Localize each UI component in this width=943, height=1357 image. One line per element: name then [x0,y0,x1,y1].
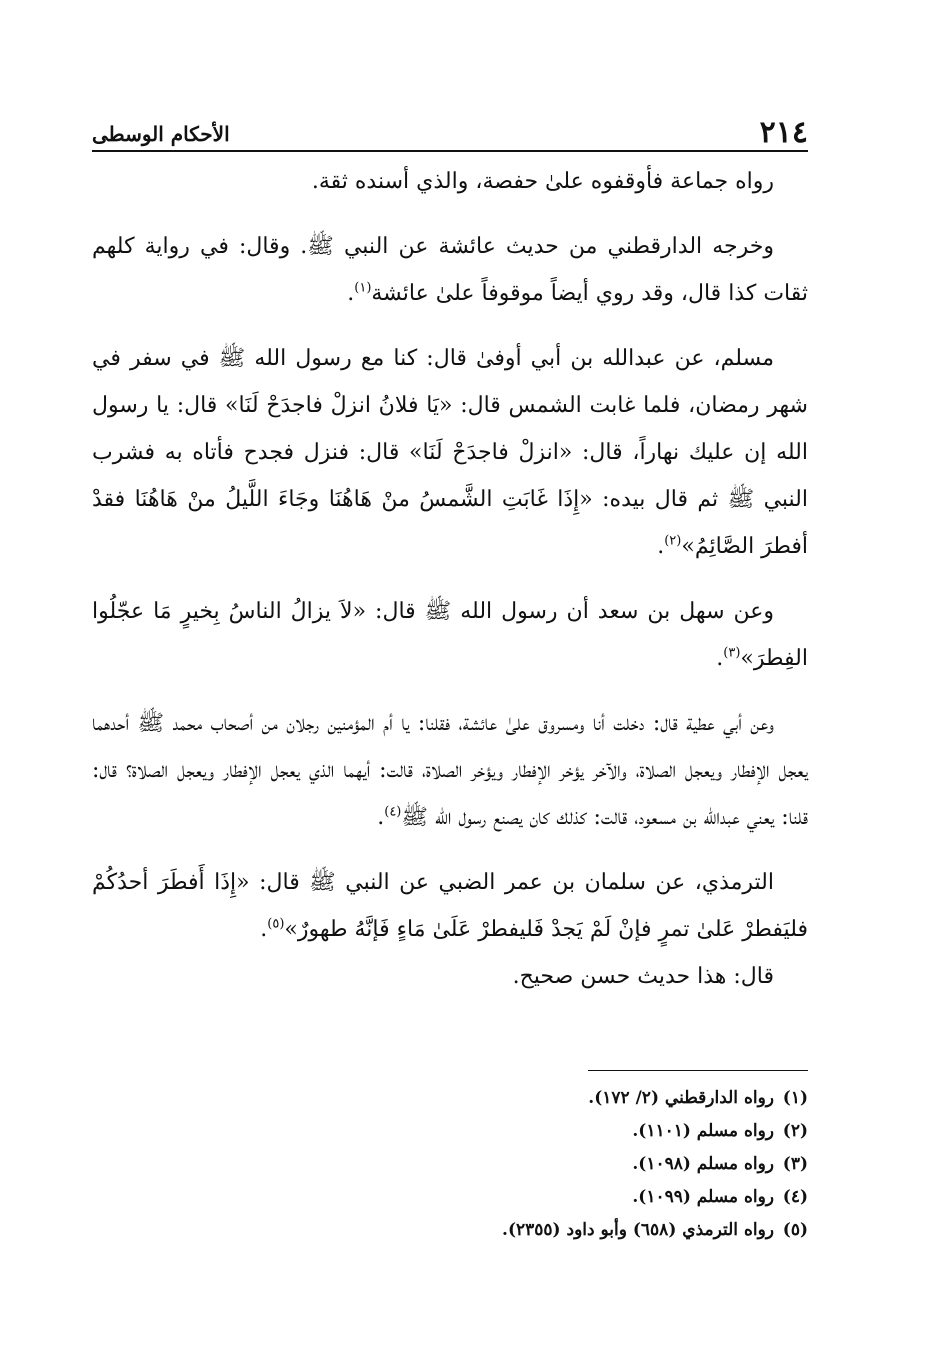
footnote-ref-5[interactable]: (٥) [267,916,285,932]
main-text [92,158,808,1000]
running-title: الأحكام الوسطى [92,122,230,146]
paragraph-4: وعن سهل بن سعد أن رسول الله ﷺ قال: «لاَ يزالُ الناسُ بِخيرٍ مَا عجّلُوا الفِطرَ»$^{(٣)}$. [92,599,808,671]
footnote-number: (٤) [782,1187,808,1207]
footnote-5 [92,1214,808,1247]
footnote-ref-3[interactable]: (٣) [723,645,741,661]
footnote-1 [92,1082,808,1115]
footnotes-list [92,1082,808,1247]
footnote-ref-2[interactable]: (٢) [664,533,682,549]
paragraph-1: رواه جماعة فأوقفوه علىٰ حفصة، والذي أسنده ثقة. [311,169,774,194]
footnote-number: (٣) [782,1154,808,1174]
footnote-3 [92,1148,808,1181]
footnote-2 [92,1115,808,1148]
page-header [92,100,808,148]
footnote-number: (١) [782,1088,808,1108]
paragraph-6: الترمذي، عن سلمان بن عمر الضبي عن النبي ﷺ قال: «إِذَا أَفطَرَ أحدُكُمْ فليَفطرْ عَلىٰ تمرٍ فإنْ لَمْ يَجدْ فَليفطرْ عَلَىٰ مَاءٍ فَإنَّهُ طهورٌ»$^{(٥)}$. [92,870,808,942]
footnote-ref-4[interactable]: (٤) [384,804,402,820]
paragraph-2: وخرجه الدارقطني من حديث عائشة عن النبي ﷺ. وقال: في رواية كلهم ثقات كذا قال، وقد روي أيضاً موقوفاً علىٰ عائشة$^{(١)}$. [92,234,808,306]
footnote-text: رواه مسلم (١٠٩٨). [632,1154,774,1174]
page-number: ٢١٤ [759,115,808,150]
footnote-text: رواه مسلم (١١٠١). [632,1121,774,1141]
footnote-text: رواه الترمذي (٦٥٨) وأبو داود (٢٣٥٥). [502,1220,774,1240]
paragraph-7: قال: هذا حديث حسن صحيح. [512,964,774,989]
paragraph-3: مسلم، عن عبدالله بن أبي أوفىٰ قال: كنا مع رسول الله ﷺ في سفر في شهر رمضان، فلما غابت الشمس قال: «يَا فلانُ انزلْ فاجدَحْ لَنَا» قال: يا رسول الله إن عليك نهاراً، قال: «انزلْ فاجدَحْ لَنَا» قال: فنزل فجدح فأتاه به فشرب النبي ﷺ ثم قال بيده: «إِذَا غَابَتِ الشَّمسُ منْ هَاهُنَا وجَاءَ اللَّيلُ منْ هَاهُنَا فقدْ أفطرَ الصَّائِمُ»$^{(٢)}$. [92,346,808,559]
header-divider [92,150,808,152]
footnote-text: رواه الدارقطني (٢/ ١٧٢). [588,1088,774,1108]
footnote-divider [588,1070,808,1071]
footnote-number: (٥) [782,1220,808,1240]
footnote-ref-1[interactable]: (١) [354,280,372,296]
footnote-text: رواه مسلم (١٠٩٩). [632,1187,774,1207]
paragraph-5: وعن أبي عطية قال: دخلت أنا ومسروق علىٰ عائشة، فقلنا: يا أم المؤمنين رجلان من أصحاب محمد ﷺ أحدهما يعجل الإفطار ويعجل الصلاة، والآخر يؤخر الإفطار ويؤخر الصلاة، قالت: أيهما الذي يعجل الإفطار ويعجل الصلاة؟ قال: قلنا: يعني عبدالله بن مسعود، قالت: كذلك كان يصنع رسول الله ﷺ$^{(٤)}$. [92,711,808,830]
footnote-4 [92,1181,808,1214]
footnote-number: (٢) [782,1121,808,1141]
